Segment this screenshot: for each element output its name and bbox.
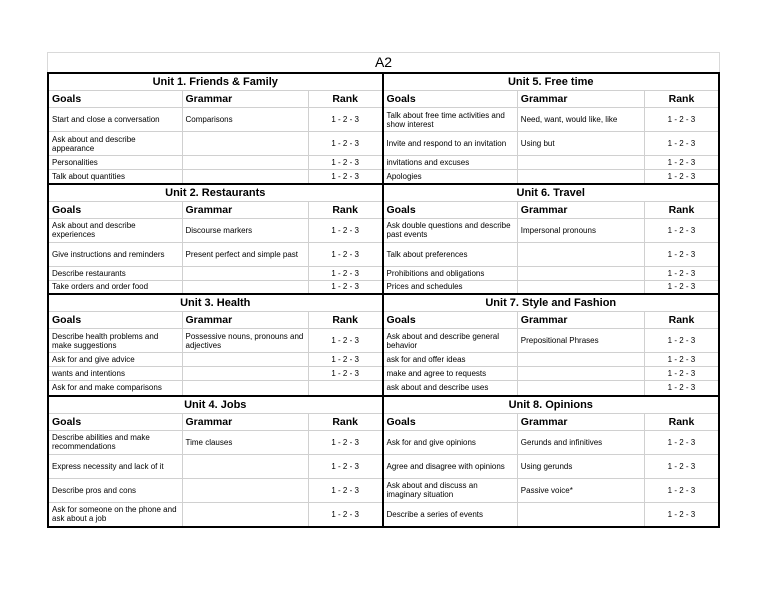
goal-cell: Talk about free time activities and show interest: [384, 108, 518, 132]
column-header-goals: Goals: [384, 202, 518, 219]
goal-cell: Ask about and describe experiences: [49, 218, 182, 242]
goal-cell: Talk about preferences: [384, 242, 518, 266]
rank-cell: 1 - 2 - 3: [644, 367, 718, 381]
column-header-goals: Goals: [49, 312, 182, 329]
goal-cell: Describe pros and cons: [49, 478, 182, 502]
table-row: [49, 266, 382, 280]
table-row: [49, 502, 382, 526]
rank-cell: 1 - 2 - 3: [644, 218, 718, 242]
grammar-cell: [517, 367, 644, 381]
column-header-goals: Goals: [49, 91, 182, 108]
goal-cell: make and agree to requests: [384, 367, 518, 381]
table-row: [384, 454, 719, 478]
table-row: [384, 218, 719, 242]
grammar-cell: [182, 156, 308, 170]
column-header-goals: Goals: [384, 312, 518, 329]
grammar-cell: [182, 132, 308, 156]
rank-cell: 1 - 2 - 3: [308, 132, 381, 156]
rank-cell: 1 - 2 - 3: [308, 353, 381, 367]
grammar-cell: [517, 280, 644, 293]
column-header-rank: Rank: [308, 91, 381, 108]
goal-cell: Ask double questions and describe past events: [384, 218, 518, 242]
table-row: [49, 132, 382, 156]
table-row: [384, 108, 719, 132]
unit-title: Unit 2. Restaurants: [49, 185, 382, 202]
unit-block: [384, 295, 719, 397]
column-header-grammar: Grammar: [182, 91, 308, 108]
rank-cell: 1 - 2 - 3: [308, 329, 381, 353]
column-header-goals: Goals: [384, 414, 518, 431]
grammar-cell: Gerunds and infinitives: [517, 430, 644, 454]
grammar-cell: [517, 266, 644, 280]
column-header-grammar: Grammar: [182, 202, 308, 219]
column-header-rank: Rank: [644, 202, 718, 219]
goal-cell: Ask for and give advice: [49, 353, 182, 367]
grammar-cell: [517, 156, 644, 170]
goal-cell: Give instructions and reminders: [49, 242, 182, 266]
column-header-rank: Rank: [644, 91, 718, 108]
table-row: [49, 156, 382, 170]
table-row: [384, 266, 719, 280]
column-header-grammar: Grammar: [517, 91, 644, 108]
goal-cell: Start and close a conversation: [49, 108, 182, 132]
rank-cell: 1 - 2 - 3: [644, 170, 718, 183]
goal-cell: Describe abilities and make recommendations: [49, 430, 182, 454]
goal-cell: ask for and offer ideas: [384, 353, 518, 367]
column-header-goals: Goals: [384, 91, 518, 108]
goal-cell: Ask for someone on the phone and ask about a job: [49, 502, 182, 526]
grammar-cell: Passive voice*: [517, 478, 644, 502]
grammar-cell: [182, 502, 308, 526]
goal-cell: ask about and describe uses: [384, 381, 518, 395]
column-header-grammar: Grammar: [517, 202, 644, 219]
goal-cell: Describe health problems and make suggestions: [49, 329, 182, 353]
rank-cell: 1 - 2 - 3: [308, 280, 381, 293]
rank-cell: 1 - 2 - 3: [644, 430, 718, 454]
goal-cell: Take orders and order food: [49, 280, 182, 293]
sheet: [47, 52, 720, 528]
table-row: [49, 478, 382, 502]
rank-cell: 1 - 2 - 3: [308, 454, 381, 478]
column-header-goals: Goals: [49, 414, 182, 431]
unit-block: [49, 295, 384, 397]
sheet-title: A2: [47, 52, 720, 72]
rank-cell: 1 - 2 - 3: [308, 502, 381, 526]
grammar-cell: Using but: [517, 132, 644, 156]
table-row: [384, 132, 719, 156]
grammar-cell: [517, 381, 644, 395]
column-header-grammar: Grammar: [517, 414, 644, 431]
unit-title: Unit 6. Travel: [384, 185, 719, 202]
table-row: [49, 329, 382, 353]
unit-title: Unit 3. Health: [49, 295, 382, 312]
table-row: [49, 218, 382, 242]
rank-cell: 1 - 2 - 3: [644, 381, 718, 395]
column-header-grammar: Grammar: [517, 312, 644, 329]
rank-cell: 1 - 2 - 3: [644, 242, 718, 266]
table-row: [384, 329, 719, 353]
table-row: [384, 502, 719, 526]
table-row: [49, 170, 382, 183]
goal-cell: Describe a series of events: [384, 502, 518, 526]
unit-block: [49, 74, 384, 185]
rank-cell: 1 - 2 - 3: [308, 242, 381, 266]
rank-cell: 1 - 2 - 3: [308, 478, 381, 502]
table-row: [49, 454, 382, 478]
grammar-cell: Present perfect and simple past: [182, 242, 308, 266]
rank-cell: 1 - 2 - 3: [644, 132, 718, 156]
goal-cell: Ask about and describe general behavior: [384, 329, 518, 353]
grammar-cell: Using gerunds: [517, 454, 644, 478]
goal-cell: Describe restaurants: [49, 266, 182, 280]
column-header-rank: Rank: [308, 414, 381, 431]
rank-cell: 1 - 2 - 3: [308, 108, 381, 132]
grammar-cell: Time clauses: [182, 430, 308, 454]
goal-cell: Prices and schedules: [384, 280, 518, 293]
goal-cell: Prohibitions and obligations: [384, 266, 518, 280]
table-row: [384, 430, 719, 454]
grammar-cell: [517, 170, 644, 183]
goal-cell: Agree and disagree with opinions: [384, 454, 518, 478]
table-row: [49, 381, 382, 395]
rank-cell: 1 - 2 - 3: [308, 266, 381, 280]
table-row: [49, 108, 382, 132]
grammar-cell: Prepositional Phrases: [517, 329, 644, 353]
units-grid: [47, 72, 720, 528]
grammar-cell: Comparisons: [182, 108, 308, 132]
rank-cell: 1 - 2 - 3: [308, 170, 381, 183]
table-row: [384, 170, 719, 183]
goal-cell: Ask about and describe appearance: [49, 132, 182, 156]
table-row: [384, 156, 719, 170]
grammar-cell: [517, 502, 644, 526]
rank-cell: 1 - 2 - 3: [644, 280, 718, 293]
rank-cell: 1 - 2 - 3: [308, 156, 381, 170]
goal-cell: Ask for and make comparisons: [49, 381, 182, 395]
rank-cell: 1 - 2 - 3: [644, 266, 718, 280]
table-row: [49, 430, 382, 454]
unit-title: Unit 5. Free time: [384, 74, 719, 91]
goal-cell: wants and intentions: [49, 367, 182, 381]
table-row: [49, 280, 382, 293]
rank-cell: 1 - 2 - 3: [644, 502, 718, 526]
column-header-grammar: Grammar: [182, 414, 308, 431]
table-row: [384, 367, 719, 381]
rank-cell: 1 - 2 - 3: [644, 353, 718, 367]
table-row: [384, 353, 719, 367]
column-header-rank: Rank: [308, 202, 381, 219]
unit-title: Unit 7. Style and Fashion: [384, 295, 719, 312]
column-header-goals: Goals: [49, 202, 182, 219]
grammar-cell: [182, 454, 308, 478]
column-header-rank: Rank: [644, 312, 718, 329]
unit-title: Unit 8. Opinions: [384, 397, 719, 414]
unit-block: [384, 74, 719, 185]
goal-cell: Personalities: [49, 156, 182, 170]
rank-cell: 1 - 2 - 3: [644, 454, 718, 478]
table-row: [49, 353, 382, 367]
rank-cell: 1 - 2 - 3: [308, 218, 381, 242]
rank-cell: 1 - 2 - 3: [644, 478, 718, 502]
table-row: [384, 478, 719, 502]
rank-cell: [308, 381, 381, 395]
grammar-cell: [182, 280, 308, 293]
table-row: [49, 242, 382, 266]
unit-title: Unit 1. Friends & Family: [49, 74, 382, 91]
unit-title: Unit 4. Jobs: [49, 397, 382, 414]
column-header-rank: Rank: [308, 312, 381, 329]
goal-cell: Talk about quantities: [49, 170, 182, 183]
goal-cell: Apologies: [384, 170, 518, 183]
unit-block: [49, 185, 384, 296]
table-row: [384, 242, 719, 266]
goal-cell: Invite and respond to an invitation: [384, 132, 518, 156]
table-row: [384, 381, 719, 395]
grammar-cell: Possessive nouns, pronouns and adjectives: [182, 329, 308, 353]
rank-cell: 1 - 2 - 3: [644, 329, 718, 353]
unit-block: [384, 185, 719, 296]
table-row: [49, 367, 382, 381]
column-header-rank: Rank: [644, 414, 718, 431]
goal-cell: Express necessity and lack of it: [49, 454, 182, 478]
rank-cell: 1 - 2 - 3: [644, 156, 718, 170]
grammar-cell: [182, 170, 308, 183]
grammar-cell: [182, 353, 308, 367]
grammar-cell: [517, 242, 644, 266]
grammar-cell: [182, 266, 308, 280]
goal-cell: Ask about and discuss an imaginary situation: [384, 478, 518, 502]
table-row: [384, 280, 719, 293]
grammar-cell: [182, 367, 308, 381]
grammar-cell: [517, 353, 644, 367]
grammar-cell: [182, 478, 308, 502]
goal-cell: Ask for and give opinions: [384, 430, 518, 454]
rank-cell: 1 - 2 - 3: [644, 108, 718, 132]
unit-block: [49, 397, 384, 527]
grammar-cell: Discourse markers: [182, 218, 308, 242]
grammar-cell: Need, want, would like, like: [517, 108, 644, 132]
rank-cell: 1 - 2 - 3: [308, 430, 381, 454]
column-header-grammar: Grammar: [182, 312, 308, 329]
grammar-cell: [182, 381, 308, 395]
unit-block: [384, 397, 719, 527]
grammar-cell: Impersonal pronouns: [517, 218, 644, 242]
goal-cell: invitations and excuses: [384, 156, 518, 170]
rank-cell: 1 - 2 - 3: [308, 367, 381, 381]
